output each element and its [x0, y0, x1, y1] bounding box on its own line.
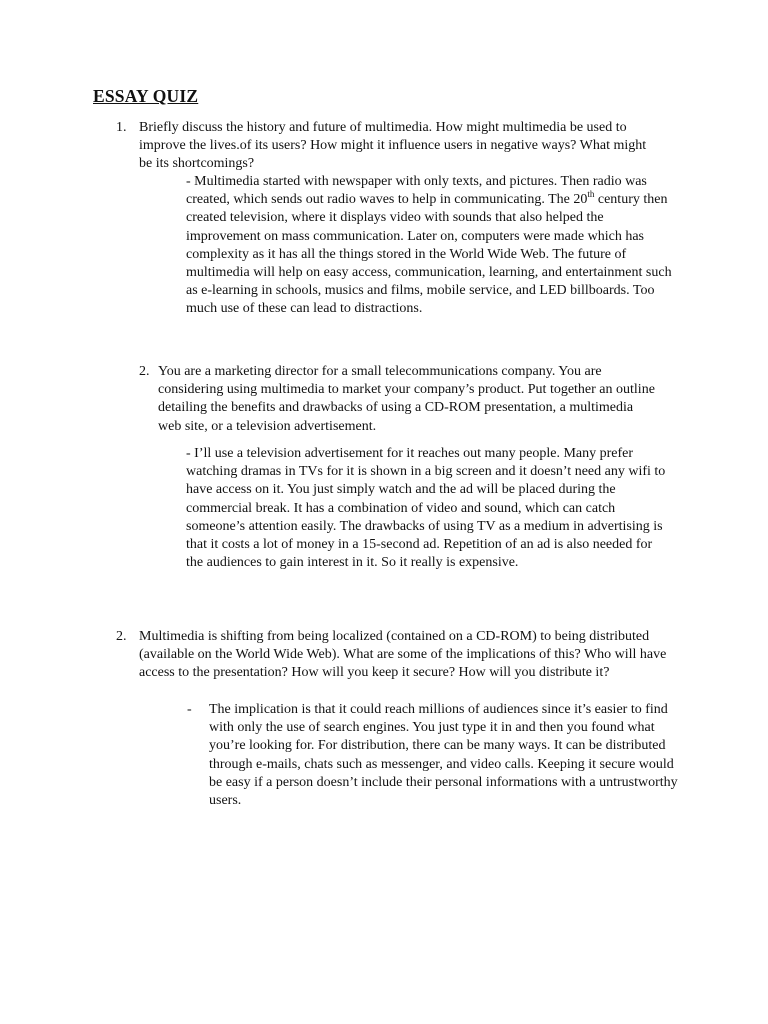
question-3-number: 2.	[116, 629, 127, 644]
document-title: ESSAY QUIZ	[93, 86, 199, 106]
question-3-answer-dash: -	[187, 702, 192, 717]
question-1-prompt: Briefly discuss the history and future of multimedia. How might multimedia be used to improve the lives.of its users? How might it influence users in negative ways? What might be its shortcomings?	[139, 120, 647, 172]
question-1-answer	[186, 173, 674, 319]
question-1-answer-part-2: century then created television, where it displays video with sounds that also helped the improvement on mass communication. Later on, computers were made which has complexity as it has all the things stored in the World Wide Web. The future of multimedia will help on easy access, communication, learning, and entertainment such as e-learning in schools, musics and films, mobile service, and LED billboards. Too much use of these can lead to distractions.	[186, 192, 672, 317]
question-1-answer-superscript: th	[587, 189, 595, 200]
question-1-number: 1.	[116, 120, 127, 135]
question-3-prompt: Multimedia is shifting from being localized (contained on a CD-ROM) to being distributed (available on the World Wide Web). What are some of the implications of this? Who will have access to the presentation? How will you keep it secure? How will you distribute it?	[139, 629, 667, 681]
question-1-answer-part-1: - Multimedia started with newspaper with only texts, and pictures. Then radio was created, which sends out radio waves to help in communicating. The 20	[186, 174, 647, 208]
question-2-answer: - I’ll use a television advertisement for it reaches out many people. Many prefer watching dramas in TVs for it is shown in a big screen and it doesn’t need any wifi to have access on it. You just simply watch and the ad will be placed during the commercial break. It has a combination of video and sound, which can catch someone’s attention easily. The drawbacks of using TV as a medium in advertising is that it costs a lot of money in a 15-second ad. Repetition of an ad is also needed for the audiences to gain interest in it. So it really is expensive.	[186, 446, 666, 571]
question-3-answer: The implication is that it could reach millions of audiences since it’s easier to find with only the use of search engines. You just type it in and then you found what you’re looking for. For distribution, there can be many ways. It can be distributed through e-mails, chats such as messenger, and video calls. Keeping it secure would be easy if a person doesn’t include their personal informations with a untrustworthy users.	[209, 702, 678, 809]
question-2-prompt: You are a marketing director for a small telecommunications company. You are considering using multimedia to market your company’s product. Put together an outline detailing the benefits and drawbacks of using a CD-ROM presentation, a multimedia web site, or a television advertisement.	[158, 364, 655, 434]
question-2-number: 2.	[139, 364, 150, 379]
